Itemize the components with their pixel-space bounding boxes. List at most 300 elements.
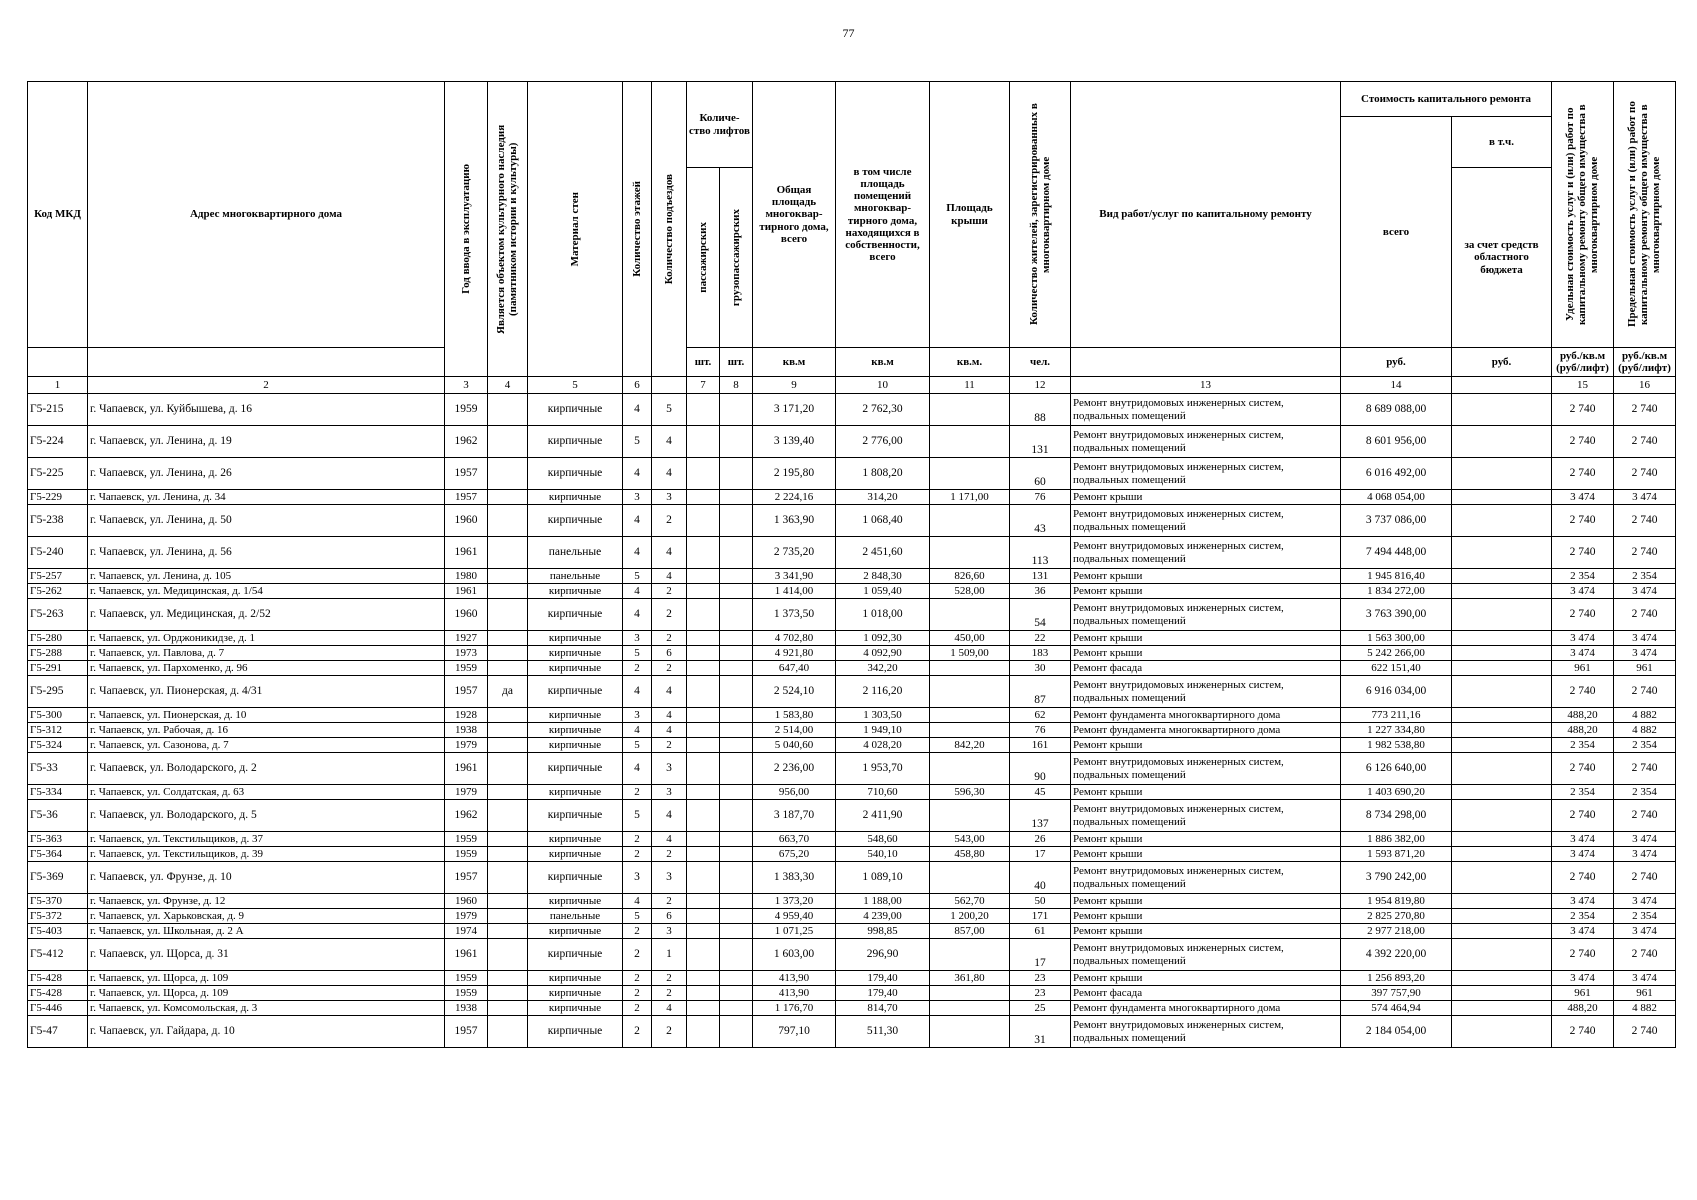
cell-res: 61 — [1010, 924, 1071, 939]
cell-fl: 4 — [623, 537, 652, 569]
cell-her — [488, 394, 528, 426]
unit-max-cost: руб./кв.м (руб/лифт) — [1614, 348, 1676, 377]
cell-addr: г. Чапаевск, ул. Пионерская, д. 4/31 — [88, 676, 445, 708]
table-row — [28, 753, 1676, 785]
cell-her — [488, 708, 528, 723]
cell-max: 2 740 — [1614, 505, 1676, 537]
cell-unit: 2 740 — [1552, 458, 1614, 490]
cell-roof — [930, 939, 1010, 971]
cell-owned: 2 451,60 — [836, 537, 930, 569]
cell-roof: 842,20 — [930, 738, 1010, 753]
cell-empty — [720, 394, 753, 426]
cell-empty — [687, 753, 720, 785]
cell-res: 76 — [1010, 490, 1071, 505]
cell-en: 2 — [652, 986, 687, 1001]
cell-total: 2 236,00 — [753, 753, 836, 785]
cell-roof — [930, 1001, 1010, 1016]
cell-addr: г. Чапаевск, ул. Куйбышева, д. 16 — [88, 394, 445, 426]
cell-max: 4 882 — [1614, 708, 1676, 723]
table-row — [28, 458, 1676, 490]
cell-addr: г. Чапаевск, ул. Солдатская, д. 63 — [88, 785, 445, 800]
cell-year: 1973 — [445, 646, 488, 661]
cell-addr: г. Чапаевск, ул. Комсомольская, д. 3 — [88, 1001, 445, 1016]
cell-addr: г. Чапаевск, ул. Текстильщиков, д. 39 — [88, 847, 445, 862]
cell-en: 3 — [652, 785, 687, 800]
cell-roof — [930, 986, 1010, 1001]
header-total-area: Общая площадь многоквар-тирного дома, всего — [753, 82, 836, 348]
cell-empty — [1452, 1016, 1552, 1048]
cell-owned: 2 411,90 — [836, 800, 930, 832]
cell-res: 17 — [1010, 847, 1071, 862]
cell-empty — [720, 1001, 753, 1016]
cell-owned: 1 303,50 — [836, 708, 930, 723]
cell-year: 1961 — [445, 753, 488, 785]
cell-max: 2 740 — [1614, 1016, 1676, 1048]
unit-roof-area: кв.м. — [930, 348, 1010, 377]
cell-max: 2 740 — [1614, 394, 1676, 426]
cell-roof — [930, 723, 1010, 738]
cell-year: 1960 — [445, 894, 488, 909]
cell-owned: 1 059,40 — [836, 584, 930, 599]
column-number: 16 — [1614, 377, 1676, 394]
cell-unit: 2 740 — [1552, 800, 1614, 832]
cell-roof — [930, 426, 1010, 458]
cell-cost: 622 151,40 — [1341, 661, 1452, 676]
cell-work: Ремонт крыши — [1071, 631, 1341, 646]
cell-addr: г. Чапаевск, ул. Медицинская, д. 2/52 — [88, 599, 445, 631]
cell-addr: г. Чапаевск, ул. Ленина, д. 105 — [88, 569, 445, 584]
cell-cost: 1 834 272,00 — [1341, 584, 1452, 599]
cell-total: 5 040,60 — [753, 738, 836, 753]
header-floors: Количество этажей — [623, 82, 652, 377]
unit-code — [28, 348, 88, 377]
cell-empty — [1452, 986, 1552, 1001]
cell-work: Ремонт крыши — [1071, 569, 1341, 584]
cell-unit: 488,20 — [1552, 708, 1614, 723]
cell-unit: 2 740 — [1552, 753, 1614, 785]
cell-fl: 2 — [623, 1001, 652, 1016]
cell-addr: г. Чапаевск, ул. Фрунзе, д. 10 — [88, 862, 445, 894]
cell-unit: 3 474 — [1552, 832, 1614, 847]
unit-cost-total: руб. — [1341, 348, 1452, 377]
cell-unit: 2 740 — [1552, 939, 1614, 971]
header-lifts-cargo: грузопассажирских — [720, 168, 753, 348]
cell-empty — [687, 646, 720, 661]
cell-empty — [720, 862, 753, 894]
cell-empty — [1452, 584, 1552, 599]
cell-her — [488, 569, 528, 584]
cell-fl: 4 — [623, 676, 652, 708]
cell-total: 4 921,80 — [753, 646, 836, 661]
cell-empty — [687, 800, 720, 832]
cell-res: 131 — [1010, 426, 1071, 458]
cell-cost: 8 601 956,00 — [1341, 426, 1452, 458]
cell-fl: 2 — [623, 924, 652, 939]
cell-unit: 2 740 — [1552, 599, 1614, 631]
cell-roof — [930, 1016, 1010, 1048]
cell-her — [488, 661, 528, 676]
cell-unit: 3 474 — [1552, 584, 1614, 599]
cell-total: 1 373,20 — [753, 894, 836, 909]
cell-empty — [687, 426, 720, 458]
cell-empty — [720, 708, 753, 723]
cell-cost: 6 916 034,00 — [1341, 676, 1452, 708]
cell-roof — [930, 800, 1010, 832]
cell-empty — [687, 505, 720, 537]
cell-year: 1979 — [445, 909, 488, 924]
cell-total: 4 702,80 — [753, 631, 836, 646]
cell-empty — [1452, 847, 1552, 862]
cell-her — [488, 723, 528, 738]
cell-code: Г5-334 — [28, 785, 88, 800]
cell-work: Ремонт внутридомовых инженерных систем, подвальных помещений — [1071, 458, 1341, 490]
cell-cost: 4 068 054,00 — [1341, 490, 1452, 505]
cell-unit: 3 474 — [1552, 490, 1614, 505]
cell-owned: 314,20 — [836, 490, 930, 505]
column-number: 12 — [1010, 377, 1071, 394]
cell-total: 3 139,40 — [753, 426, 836, 458]
cell-code: Г5-215 — [28, 394, 88, 426]
cell-year: 1962 — [445, 426, 488, 458]
cell-code: Г5-363 — [28, 832, 88, 847]
cell-owned: 548,60 — [836, 832, 930, 847]
cell-fl: 4 — [623, 599, 652, 631]
cell-empty — [1452, 894, 1552, 909]
cell-mat: кирпичные — [528, 832, 623, 847]
cell-empty — [1452, 924, 1552, 939]
cell-year: 1962 — [445, 800, 488, 832]
cell-empty — [720, 1016, 753, 1048]
cell-res: 60 — [1010, 458, 1071, 490]
table-row — [28, 986, 1676, 1001]
cell-empty — [720, 505, 753, 537]
unit-unit-cost: руб./кв.м (руб/лифт) — [1552, 348, 1614, 377]
cell-empty — [720, 909, 753, 924]
cell-owned: 1 089,10 — [836, 862, 930, 894]
unit-owned-area: кв.м — [836, 348, 930, 377]
header-lifts-pass: пассажирских — [687, 168, 720, 348]
cell-empty — [720, 785, 753, 800]
cell-addr: г. Чапаевск, ул. Сазонова, д. 7 — [88, 738, 445, 753]
cell-addr: г. Чапаевск, ул. Павлова, д. 7 — [88, 646, 445, 661]
column-number: 10 — [836, 377, 930, 394]
cell-total: 1 583,80 — [753, 708, 836, 723]
cell-cost: 6 126 640,00 — [1341, 753, 1452, 785]
table-row — [28, 646, 1676, 661]
cell-work: Ремонт внутридомовых инженерных систем, подвальных помещений — [1071, 426, 1341, 458]
cell-code: Г5-240 — [28, 537, 88, 569]
cell-max: 3 474 — [1614, 832, 1676, 847]
cell-owned: 540,10 — [836, 847, 930, 862]
table-row — [28, 832, 1676, 847]
cell-empty — [1452, 426, 1552, 458]
cell-addr: г. Чапаевск, ул. Ленина, д. 56 — [88, 537, 445, 569]
cell-en: 2 — [652, 847, 687, 862]
unit-address — [88, 348, 445, 377]
cell-roof: 562,70 — [930, 894, 1010, 909]
cell-owned: 998,85 — [836, 924, 930, 939]
cell-addr: г. Чапаевск, ул. Пархоменко, д. 96 — [88, 661, 445, 676]
cell-empty — [720, 924, 753, 939]
header-cost-regional: за счет средств областного бюджета — [1452, 168, 1552, 348]
cell-empty — [687, 537, 720, 569]
cell-res: 131 — [1010, 569, 1071, 584]
cell-total: 1 363,90 — [753, 505, 836, 537]
column-number — [1452, 377, 1552, 394]
cell-res: 17 — [1010, 939, 1071, 971]
cell-max: 3 474 — [1614, 971, 1676, 986]
cell-year: 1938 — [445, 723, 488, 738]
cell-roof — [930, 753, 1010, 785]
cell-total: 675,20 — [753, 847, 836, 862]
cell-unit: 2 740 — [1552, 537, 1614, 569]
cell-year: 1959 — [445, 661, 488, 676]
cell-year: 1961 — [445, 939, 488, 971]
cell-work: Ремонт крыши — [1071, 738, 1341, 753]
header-roof-area: Площадь крыши — [930, 82, 1010, 348]
cell-max: 2 740 — [1614, 426, 1676, 458]
column-number: 13 — [1071, 377, 1341, 394]
cell-max: 3 474 — [1614, 847, 1676, 862]
cell-addr: г. Чапаевск, ул. Щорса, д. 109 — [88, 986, 445, 1001]
cell-max: 961 — [1614, 661, 1676, 676]
cell-empty — [687, 894, 720, 909]
cell-fl: 5 — [623, 426, 652, 458]
cell-max: 2 740 — [1614, 599, 1676, 631]
cell-code: Г5-446 — [28, 1001, 88, 1016]
cell-empty — [1452, 646, 1552, 661]
cell-total: 1 373,50 — [753, 599, 836, 631]
cell-mat: кирпичные — [528, 599, 623, 631]
cell-work: Ремонт внутридомовых инженерных систем, подвальных помещений — [1071, 1016, 1341, 1048]
cell-code: Г5-295 — [28, 676, 88, 708]
cell-work: Ремонт крыши — [1071, 646, 1341, 661]
cell-year: 1961 — [445, 584, 488, 599]
cell-unit: 2 740 — [1552, 862, 1614, 894]
cell-empty — [720, 753, 753, 785]
cell-unit: 2 740 — [1552, 1016, 1614, 1048]
cell-res: 90 — [1010, 753, 1071, 785]
cell-mat: кирпичные — [528, 458, 623, 490]
cell-mat: кирпичные — [528, 505, 623, 537]
cell-en: 2 — [652, 738, 687, 753]
cell-unit: 2 354 — [1552, 785, 1614, 800]
cell-en: 3 — [652, 924, 687, 939]
cell-her — [488, 862, 528, 894]
cell-year: 1979 — [445, 785, 488, 800]
cell-cost: 1 945 816,40 — [1341, 569, 1452, 584]
cell-empty — [687, 569, 720, 584]
cell-owned: 4 028,20 — [836, 738, 930, 753]
cell-fl: 4 — [623, 505, 652, 537]
cell-mat: кирпичные — [528, 753, 623, 785]
table-row — [28, 723, 1676, 738]
cell-empty — [687, 738, 720, 753]
cell-roof: 450,00 — [930, 631, 1010, 646]
cell-empty — [720, 986, 753, 1001]
cell-empty — [687, 631, 720, 646]
cell-empty — [1452, 723, 1552, 738]
cell-res: 30 — [1010, 661, 1071, 676]
cell-mat: кирпичные — [528, 426, 623, 458]
cell-res: 62 — [1010, 708, 1071, 723]
cell-owned: 179,40 — [836, 971, 930, 986]
cell-unit: 3 474 — [1552, 971, 1614, 986]
cell-empty — [720, 490, 753, 505]
cell-empty — [720, 537, 753, 569]
cell-empty — [1452, 631, 1552, 646]
cell-res: 88 — [1010, 394, 1071, 426]
cell-unit: 3 474 — [1552, 646, 1614, 661]
column-number: 3 — [445, 377, 488, 394]
cell-max: 4 882 — [1614, 1001, 1676, 1016]
cell-res: 26 — [1010, 832, 1071, 847]
cell-mat: кирпичные — [528, 1016, 623, 1048]
cell-year: 1957 — [445, 676, 488, 708]
cell-en: 4 — [652, 676, 687, 708]
cell-en: 4 — [652, 723, 687, 738]
unit-lifts-cargo: шт. — [720, 348, 753, 377]
table-row — [28, 909, 1676, 924]
cell-empty — [687, 939, 720, 971]
cell-year: 1959 — [445, 847, 488, 862]
cell-her: да — [488, 676, 528, 708]
cell-addr: г. Чапаевск, ул. Текстильщиков, д. 37 — [88, 832, 445, 847]
cell-total: 1 603,00 — [753, 939, 836, 971]
cell-empty — [720, 569, 753, 584]
cell-res: 25 — [1010, 1001, 1071, 1016]
cell-empty — [687, 490, 720, 505]
cell-code: Г5-412 — [28, 939, 88, 971]
cell-en: 4 — [652, 1001, 687, 1016]
cell-fl: 5 — [623, 738, 652, 753]
cell-max: 3 474 — [1614, 584, 1676, 599]
cell-mat: кирпичные — [528, 723, 623, 738]
cell-mat: панельные — [528, 537, 623, 569]
cell-empty — [1452, 676, 1552, 708]
cell-empty — [720, 800, 753, 832]
cell-unit: 2 740 — [1552, 505, 1614, 537]
cell-her — [488, 646, 528, 661]
cell-mat: кирпичные — [528, 394, 623, 426]
cell-empty — [687, 785, 720, 800]
cell-year: 1960 — [445, 599, 488, 631]
cell-work: Ремонт фасада — [1071, 986, 1341, 1001]
table-row — [28, 631, 1676, 646]
cell-unit: 2 354 — [1552, 909, 1614, 924]
cell-fl: 2 — [623, 939, 652, 971]
cell-code: Г5-257 — [28, 569, 88, 584]
cell-max: 2 740 — [1614, 939, 1676, 971]
cell-unit: 961 — [1552, 986, 1614, 1001]
cell-unit: 2 740 — [1552, 426, 1614, 458]
cell-work: Ремонт внутридомовых инженерных систем, подвальных помещений — [1071, 505, 1341, 537]
cell-max: 3 474 — [1614, 646, 1676, 661]
header-heritage: Является объектом культурного наследия (памятником истории и культуры) — [488, 82, 528, 377]
cell-code: Г5-47 — [28, 1016, 88, 1048]
cell-roof: 528,00 — [930, 584, 1010, 599]
cell-empty — [1452, 738, 1552, 753]
cell-addr: г. Чапаевск, ул. Рабочая, д. 16 — [88, 723, 445, 738]
cell-en: 5 — [652, 394, 687, 426]
cell-total: 1 176,70 — [753, 1001, 836, 1016]
cell-unit: 2 740 — [1552, 676, 1614, 708]
cell-cost: 2 825 270,80 — [1341, 909, 1452, 924]
cell-max: 2 354 — [1614, 738, 1676, 753]
cell-unit: 488,20 — [1552, 1001, 1614, 1016]
cell-mat: кирпичные — [528, 785, 623, 800]
cell-cost: 3 763 390,00 — [1341, 599, 1452, 631]
cell-empty — [720, 723, 753, 738]
cell-fl: 4 — [623, 723, 652, 738]
cell-addr: г. Чапаевск, ул. Володарского, д. 5 — [88, 800, 445, 832]
table-body — [28, 394, 1676, 1048]
cell-owned: 4 239,00 — [836, 909, 930, 924]
cell-her — [488, 939, 528, 971]
cell-empty — [720, 661, 753, 676]
cell-work: Ремонт крыши — [1071, 584, 1341, 599]
cell-code: Г5-238 — [28, 505, 88, 537]
cell-empty — [687, 847, 720, 862]
table-row — [28, 426, 1676, 458]
cell-addr: г. Чапаевск, ул. Харьковская, д. 9 — [88, 909, 445, 924]
cell-total: 2 514,00 — [753, 723, 836, 738]
cell-cost: 1 256 893,20 — [1341, 971, 1452, 986]
cell-max: 4 882 — [1614, 723, 1676, 738]
cell-cost: 1 886 382,00 — [1341, 832, 1452, 847]
cell-roof — [930, 394, 1010, 426]
cell-empty — [1452, 800, 1552, 832]
cell-fl: 2 — [623, 847, 652, 862]
cell-work: Ремонт внутридомовых инженерных систем, подвальных помещений — [1071, 394, 1341, 426]
cell-fl: 2 — [623, 986, 652, 1001]
cell-mat: кирпичные — [528, 847, 623, 862]
cell-total: 663,70 — [753, 832, 836, 847]
cell-roof — [930, 708, 1010, 723]
cell-roof: 1 509,00 — [930, 646, 1010, 661]
cell-max: 3 474 — [1614, 894, 1676, 909]
cell-year: 1927 — [445, 631, 488, 646]
cell-total: 3 341,90 — [753, 569, 836, 584]
cell-en: 2 — [652, 661, 687, 676]
table-row — [28, 785, 1676, 800]
cell-empty — [720, 599, 753, 631]
cell-cost: 773 211,16 — [1341, 708, 1452, 723]
cell-total: 3 171,20 — [753, 394, 836, 426]
cell-code: Г5-372 — [28, 909, 88, 924]
cell-mat: кирпичные — [528, 924, 623, 939]
cell-empty — [1452, 971, 1552, 986]
cell-empty — [1452, 490, 1552, 505]
cell-her — [488, 458, 528, 490]
cell-her — [488, 832, 528, 847]
cell-roof: 458,80 — [930, 847, 1010, 862]
cell-cost: 4 392 220,00 — [1341, 939, 1452, 971]
cell-empty — [1452, 785, 1552, 800]
cell-work: Ремонт крыши — [1071, 785, 1341, 800]
cell-mat: кирпичные — [528, 800, 623, 832]
cell-res: 87 — [1010, 676, 1071, 708]
cell-fl: 2 — [623, 971, 652, 986]
cell-en: 2 — [652, 894, 687, 909]
column-number: 2 — [88, 377, 445, 394]
cell-cost: 1 403 690,20 — [1341, 785, 1452, 800]
cell-unit: 2 354 — [1552, 569, 1614, 584]
table-row — [28, 599, 1676, 631]
table-row — [28, 569, 1676, 584]
cell-roof — [930, 505, 1010, 537]
cell-her — [488, 753, 528, 785]
